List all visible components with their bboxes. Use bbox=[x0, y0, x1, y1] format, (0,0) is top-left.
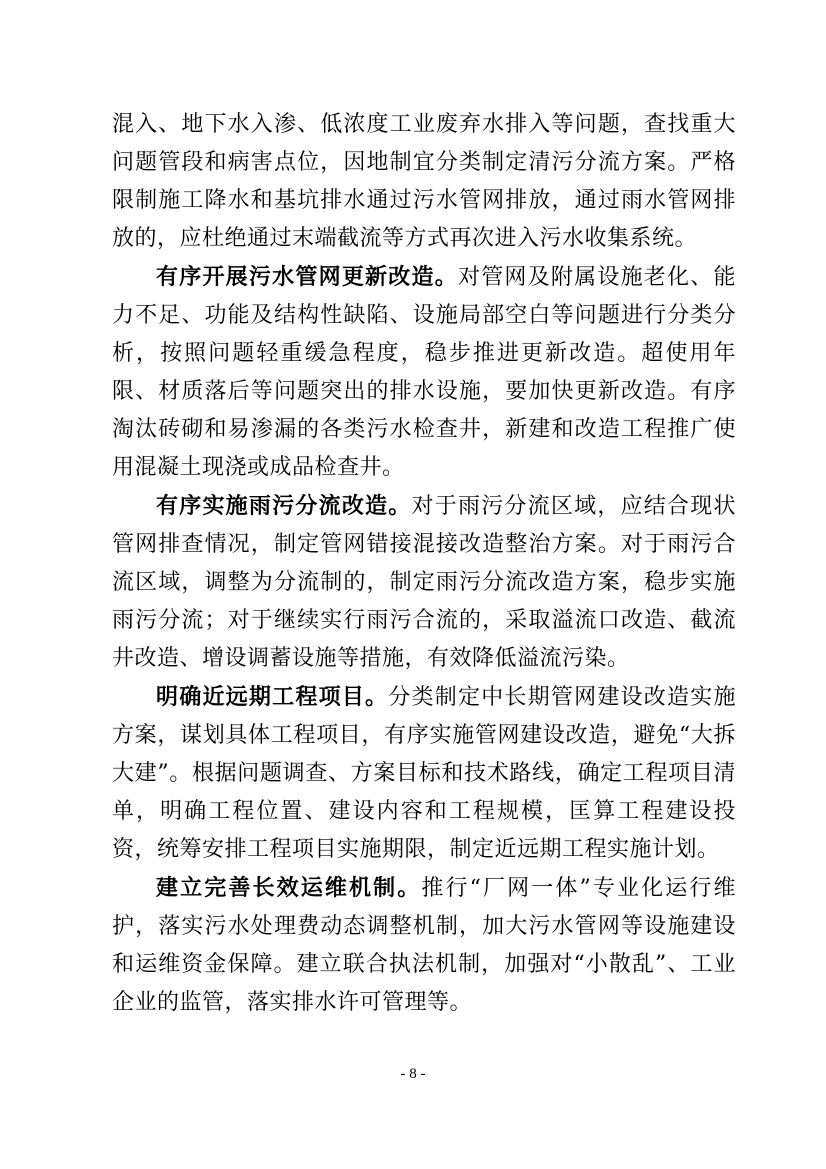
page-number: - 8 - bbox=[400, 1066, 426, 1082]
paragraph-text: 分类制定中长期管网建设改造实施方案，谋划具体工程项目，有序实施管网建设改造，避免“大拆大建”。根据问题调查、方案目标和技术路线，确定工程项目清单，明确工程位置、建设内容和工程规模，匡算工程建设投资，统筹安排工程项目实施期限，制定近远期工程实施计划。 bbox=[112, 685, 736, 862]
paragraph-heading: 建立完善长效运维机制。 bbox=[156, 875, 422, 901]
paragraph-rain-sewage-separation bbox=[112, 487, 736, 678]
paragraph-maintenance-mechanism bbox=[112, 869, 736, 1022]
paragraph-text: 对管网及附属设施老化、能力不足、功能及结构性缺陷、设施局部空白等问题进行分类分析，按照问题轻重缓急程度，稳步推进更新改造。超使用年限、材质落后等问题突出的排水设施，要加快更新改造。有序淘汰砖砌和易渗漏的各类污水检查井，新建和改造工程推广使用混凝土现浇或成品检查井。 bbox=[112, 265, 736, 480]
document-body bbox=[112, 106, 736, 1022]
paragraph-text: 混入、地下水入渗、低浓度工业废弃水排入等问题，查找重大问题管段和病害点位，因地制宜分类制定清污分流方案。严格限制施工降水和基坑排水通过污水管网排放，通过雨水管网排放的，应杜绝通过末端截流等方式再次进入污水收集系统。 bbox=[112, 112, 736, 251]
paragraph-project-planning bbox=[112, 678, 736, 869]
paragraph-heading: 有序开展污水管网更新改造。 bbox=[156, 264, 458, 290]
paragraph-sewer-renewal bbox=[112, 258, 736, 487]
paragraph-heading: 明确近远期工程项目。 bbox=[156, 684, 389, 710]
paragraph-heading: 有序实施雨污分流改造。 bbox=[156, 493, 412, 519]
paragraph-text: 推行“厂网一体”专业化运行维护，落实污水处理费动态调整机制，加大污水管网等设施建设和运维资金保障。建立联合执法机制，加强对“小散乱”、工业企业的监管，落实排水许可管理等。 bbox=[112, 876, 736, 1015]
paragraph-continuation bbox=[112, 106, 736, 258]
paragraph-text: 对于雨污分流区域，应结合现状管网排查情况，制定管网错接混接改造整治方案。对于雨污合流区域，调整为分流制的，制定雨污分流改造方案，稳步实施雨污分流；对于继续实行雨污合流的，采取溢流口改造、截流井改造、增设调蓄设施等措施，有效降低溢流污染。 bbox=[112, 494, 736, 671]
